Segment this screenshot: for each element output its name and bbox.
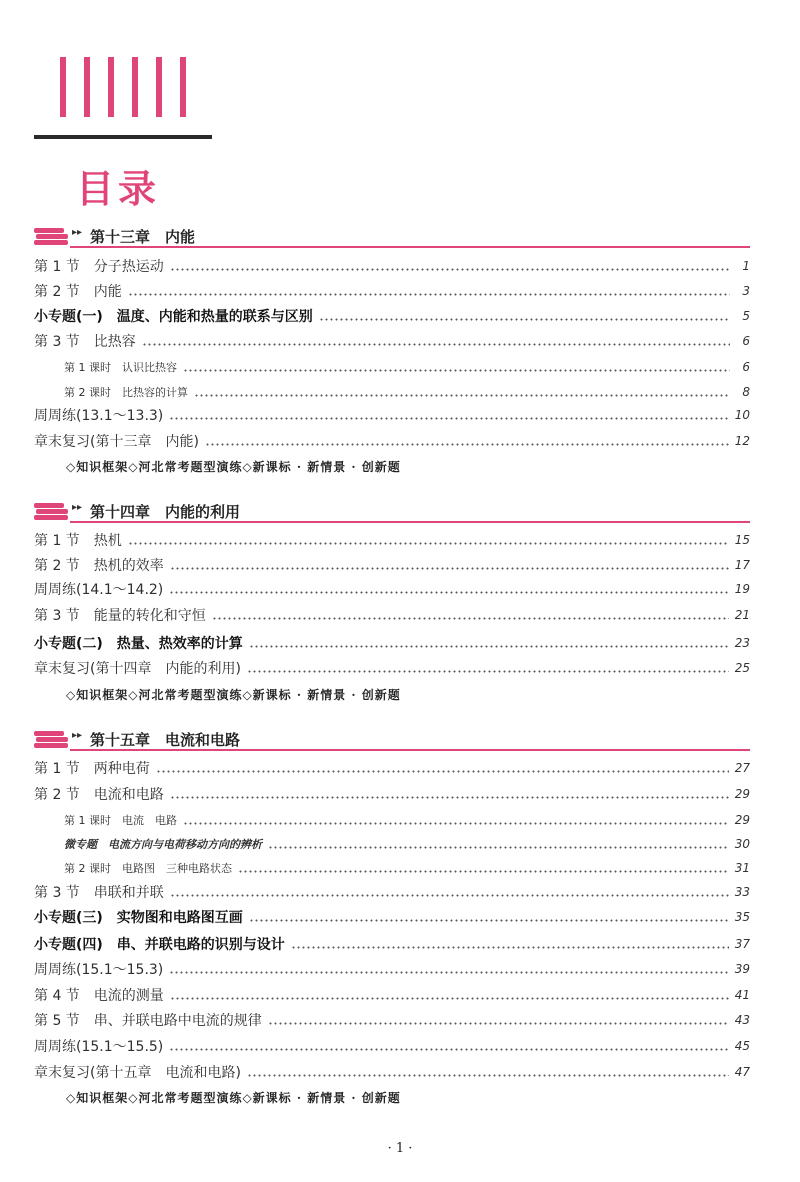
toc-entry[interactable] <box>34 906 750 928</box>
toc-entry[interactable] <box>34 632 750 654</box>
dot-leader <box>169 971 728 974</box>
toc-entry[interactable] <box>34 529 750 551</box>
toc-entry-page: 39 <box>734 962 750 976</box>
toc-entry-page: 45 <box>734 1039 750 1053</box>
dot-leader <box>169 1048 728 1051</box>
toc-entry-page: 6 <box>742 360 750 374</box>
toc-entry-page: 27 <box>734 761 750 775</box>
toc-entry[interactable] <box>34 881 750 903</box>
dot-leader <box>170 894 729 897</box>
chapter-header <box>34 225 750 247</box>
toc-entry-title: 第 1 课时 认识比热容 <box>64 361 177 374</box>
toc-entry-page: 21 <box>734 608 750 622</box>
toc-entry-page: 3 <box>742 284 750 298</box>
toc-entry[interactable] <box>34 330 750 352</box>
toc-entry[interactable] <box>34 933 750 955</box>
toc-entry-page: 37 <box>734 937 750 951</box>
chapter-title: 第十四章 内能的利用 <box>90 503 241 521</box>
toc-entry-page: 19 <box>734 582 750 596</box>
chapter-rule <box>70 749 750 751</box>
toc-entry-page: 33 <box>734 885 750 899</box>
dot-leader <box>247 670 729 673</box>
dot-leader <box>170 997 729 1000</box>
decor-bar <box>60 57 66 117</box>
toc-entry-page: 31 <box>734 861 750 875</box>
title-rule <box>34 135 212 139</box>
toc-entry-page: 43 <box>734 1013 750 1027</box>
toc-entry[interactable] <box>34 657 750 679</box>
dot-leader <box>142 343 730 346</box>
toc-entry-title: 第 1 节 热机 <box>34 533 122 549</box>
toc-entry-page: 1 <box>742 259 750 273</box>
toc-entry[interactable] <box>64 809 750 831</box>
page-number: · 1 · <box>387 1141 413 1156</box>
double-arrow-icon: ▸▸ <box>72 730 83 741</box>
toc-entry-title: 第 3 节 串联和并联 <box>34 885 164 901</box>
toc-entry-page: 10 <box>734 408 750 422</box>
toc-entry-page: 41 <box>734 988 750 1002</box>
toc-entry-title: 章末复习(第十五章 电流和电路) <box>34 1065 241 1081</box>
decor-bar <box>108 57 114 117</box>
toc-entry[interactable] <box>34 604 750 626</box>
toc-entry-title: 微专题 电流方向与电荷移动方向的辨析 <box>64 838 262 851</box>
toc-entry[interactable] <box>64 381 750 403</box>
toc-entry-title: 第 4 节 电流的测量 <box>34 988 164 1004</box>
toc-entry[interactable] <box>34 1061 750 1083</box>
toc-entry-title: 周周练(15.1～15.3) <box>34 962 164 978</box>
toc-entry[interactable] <box>34 984 750 1006</box>
books-icon <box>34 728 70 750</box>
decor-bar <box>84 57 90 117</box>
toc-entry-page: 29 <box>734 813 750 827</box>
toc-entry-page: 23 <box>734 636 750 650</box>
toc-entry-page: 30 <box>734 837 750 851</box>
toc-entry-title: 第 2 课时 电路图 三种电路状态 <box>64 862 232 875</box>
toc-entry[interactable] <box>34 958 750 980</box>
dot-leader <box>170 796 729 799</box>
books-icon <box>34 225 70 247</box>
toc-entry-page: 29 <box>734 787 750 801</box>
chapter-extras: ◇知识框架◇河北常考题型演练◇新课标 · 新情景 · 创新题 <box>66 460 401 474</box>
page-title: 目录 <box>76 166 161 211</box>
toc-entry-title: 第 1 节 两种电荷 <box>34 761 150 777</box>
toc-entry-title: 小专题(四) 串、并联电路的识别与设计 <box>34 937 285 953</box>
toc-entry-title: 周周练(14.1～14.2) <box>34 582 164 598</box>
toc-entry[interactable] <box>64 833 750 855</box>
chapter-title: 第十三章 内能 <box>90 228 196 246</box>
toc-entry[interactable] <box>34 430 750 452</box>
dot-leader <box>169 591 728 594</box>
chapter-extras: ◇知识框架◇河北常考题型演练◇新课标 · 新情景 · 创新题 <box>66 688 401 702</box>
chapter-header <box>34 500 750 522</box>
toc-entry-title: 第 1 节 分子热运动 <box>34 259 164 275</box>
dot-leader <box>238 870 729 873</box>
dot-leader <box>128 293 730 296</box>
toc-entry-title: 第 3 节 比热容 <box>34 334 136 350</box>
decorative-bars <box>60 57 190 117</box>
toc-entry[interactable] <box>34 255 750 277</box>
toc-entry-page: 35 <box>734 910 750 924</box>
dot-leader <box>205 443 729 446</box>
books-icon <box>34 500 70 522</box>
toc-entry-title: 章末复习(第十三章 内能) <box>34 434 199 450</box>
toc-entry[interactable] <box>34 404 750 426</box>
dot-leader <box>291 946 729 949</box>
toc-entry-page: 15 <box>734 533 750 547</box>
chapter-rule <box>70 246 750 248</box>
double-arrow-icon: ▸▸ <box>72 227 83 238</box>
toc-entry-title: 章末复习(第十四章 内能的利用) <box>34 661 241 677</box>
toc-entry-title: 第 1 课时 电流 电路 <box>64 814 177 827</box>
decor-bar <box>180 57 186 117</box>
dot-leader <box>183 369 730 372</box>
toc-entry[interactable] <box>34 757 750 779</box>
toc-entry[interactable] <box>34 1009 750 1031</box>
toc-entry-page: 5 <box>742 309 750 323</box>
toc-entry[interactable] <box>34 1035 750 1057</box>
dot-leader <box>268 1022 729 1025</box>
toc-entry-title: 第 5 节 串、并联电路中电流的规律 <box>34 1013 262 1029</box>
dot-leader <box>249 919 729 922</box>
toc-entry-page: 47 <box>734 1065 750 1079</box>
dot-leader <box>156 770 729 773</box>
toc-entry[interactable] <box>64 857 750 879</box>
dot-leader <box>183 822 729 825</box>
toc-entry[interactable] <box>34 554 750 576</box>
chapter-header <box>34 728 750 750</box>
toc-entry[interactable] <box>34 578 750 600</box>
dot-leader <box>319 318 730 321</box>
decor-bar <box>156 57 162 117</box>
toc-entry-title: 周周练(15.1～15.5) <box>34 1039 164 1055</box>
dot-leader <box>249 645 729 648</box>
double-arrow-icon: ▸▸ <box>72 502 83 513</box>
chapter-rule <box>70 521 750 523</box>
toc-entry-page: 8 <box>742 385 750 399</box>
dot-leader <box>170 268 730 271</box>
dot-leader <box>128 542 729 545</box>
toc-entry-title: 周周练(13.1～13.3) <box>34 408 164 424</box>
toc-entry-page: 6 <box>742 334 750 348</box>
toc-entry[interactable] <box>64 356 750 378</box>
toc-entry-title: 小专题(二) 热量、热效率的计算 <box>34 636 243 652</box>
decor-bar <box>132 57 138 117</box>
toc-entry-page: 25 <box>734 661 750 675</box>
toc-entry-page: 17 <box>734 558 750 572</box>
toc-entry-title: 第 3 节 能量的转化和守恒 <box>34 608 206 624</box>
toc-entry-title: 第 2 节 内能 <box>34 284 122 300</box>
toc-entry[interactable] <box>34 783 750 805</box>
dot-leader <box>194 394 730 397</box>
dot-leader <box>169 417 728 420</box>
chapter-extras: ◇知识框架◇河北常考题型演练◇新课标 · 新情景 · 创新题 <box>66 1091 401 1105</box>
toc-entry-title: 小专题(一) 温度、内能和热量的联系与区别 <box>34 309 313 325</box>
dot-leader <box>268 846 729 849</box>
dot-leader <box>212 617 729 620</box>
dot-leader <box>170 567 729 570</box>
toc-entry[interactable] <box>34 305 750 327</box>
chapter-title: 第十五章 电流和电路 <box>90 731 241 749</box>
toc-entry[interactable] <box>34 280 750 302</box>
toc-entry-title: 第 2 节 电流和电路 <box>34 787 164 803</box>
toc-entry-title: 小专题(三) 实物图和电路图互画 <box>34 910 243 926</box>
toc-entry-title: 第 2 课时 比热容的计算 <box>64 386 188 399</box>
toc-entry-page: 12 <box>734 434 750 448</box>
dot-leader <box>247 1074 729 1077</box>
toc-entry-title: 第 2 节 热机的效率 <box>34 558 164 574</box>
